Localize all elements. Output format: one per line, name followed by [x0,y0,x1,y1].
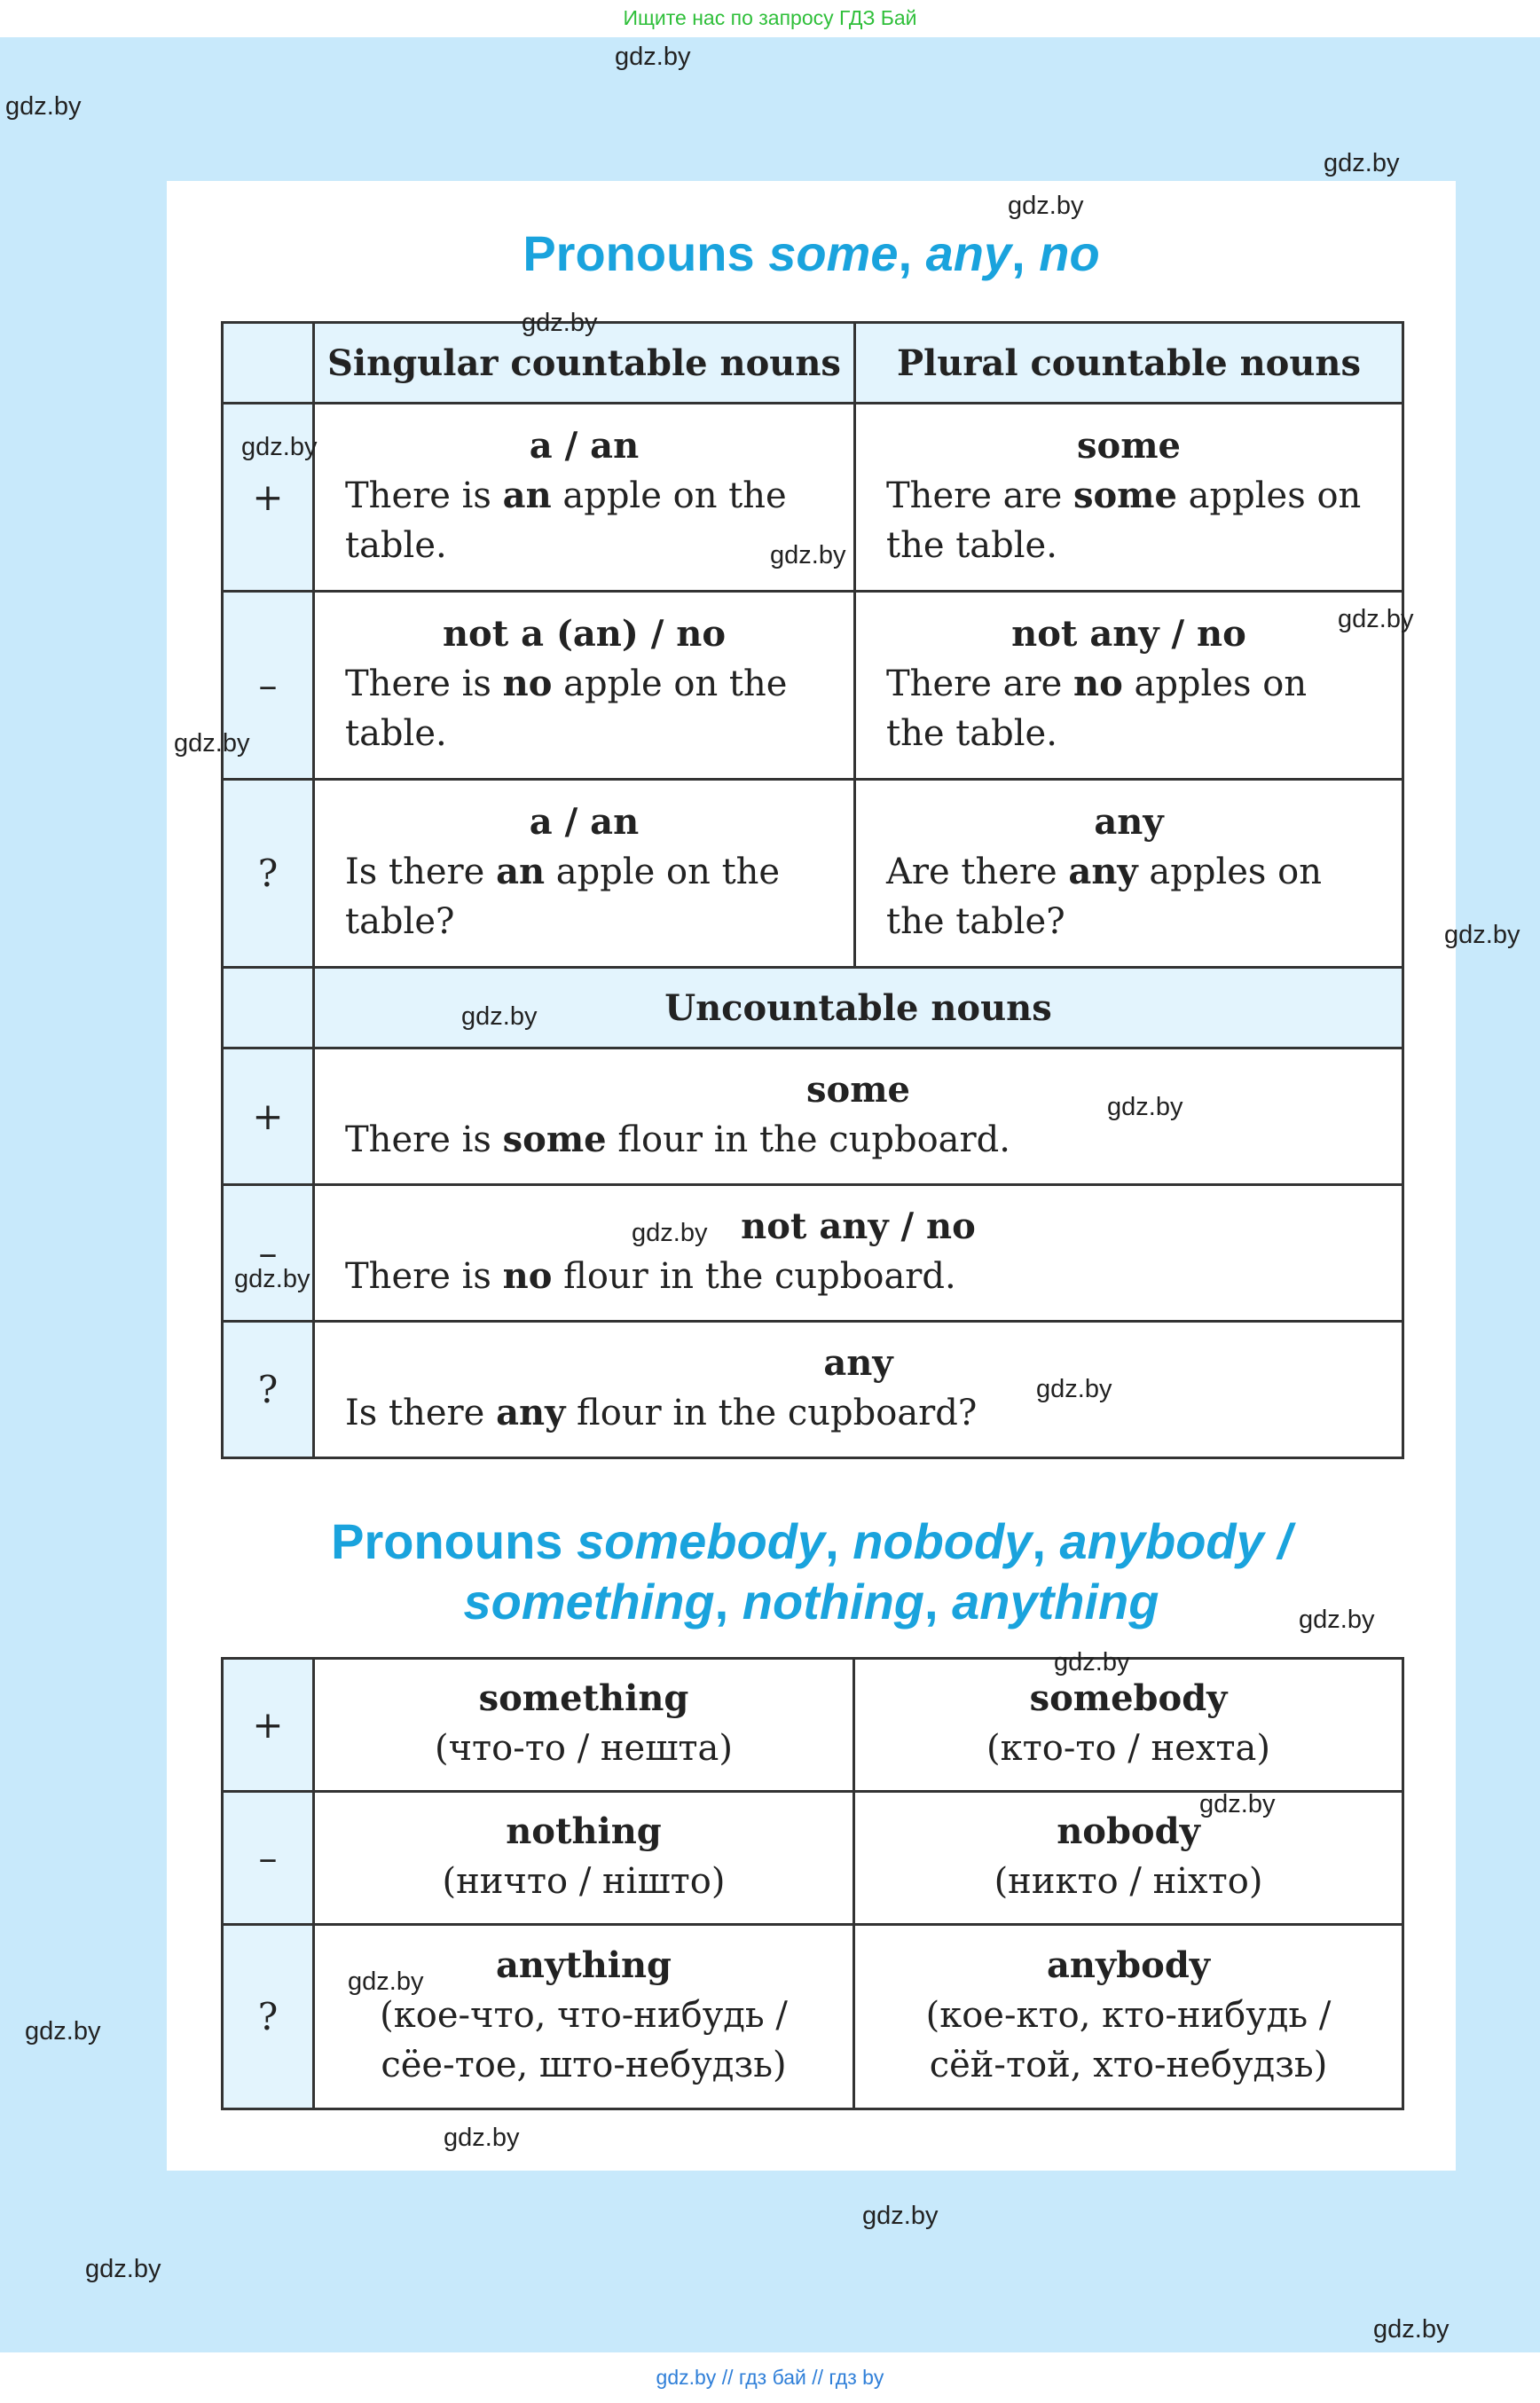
textbook-page [167,181,1456,2171]
watermark-label: gdz.by [632,1219,708,1247]
watermark-label: gdz.by [1107,1093,1183,1121]
table-row [223,1925,1403,2109]
nothing-cell: nothing (ничто / нішто) [314,1792,854,1925]
table-row [223,1048,1403,1185]
singular-cell: not a (an) / no There is no apple on the table. [314,592,855,780]
table-row [223,1659,1403,1792]
uncountable-header: Uncountable nouns [314,968,1403,1048]
watermark-label: gdz.by [1054,1648,1130,1677]
plural-cell: some There are some apples on the table. [855,404,1403,592]
sign-minus: – [223,1185,314,1322]
watermark-label: gdz.by [1199,1790,1276,1818]
sign-question: ? [223,1322,314,1458]
table-row [223,780,1403,968]
watermark-label: gdz.by [5,92,82,121]
sign-minus: – [223,592,314,780]
singular-header: Singular countable nouns [314,323,855,404]
watermark-label: gdz.by [862,2202,939,2230]
anything-cell: anything (кое-что, что-нибудь / сёе-тое, што-небудзь) [314,1925,854,2109]
watermark-label: gdz.by [1373,2315,1450,2344]
plural-cell: any Are there any apples on the table? [855,780,1403,968]
anybody-cell: anybody (кое-кто, кто-нибудь / сёй-той, хто-небудзь) [854,1925,1403,2109]
watermark-label: gdz.by [174,729,250,758]
watermark-label: gdz.by [348,1967,424,1996]
singular-cell: a / an There is an apple on the table. [314,404,855,592]
some-any-no-table [221,321,1404,1459]
sign-plus: + [223,1659,314,1792]
table-row [223,592,1403,780]
watermark-label: gdz.by [1324,149,1400,177]
somebody-cell: somebody (кто-то / нехта) [854,1659,1403,1792]
uncountable-cell: not any / no There is no flour in the cupboard. [314,1185,1403,1322]
uncountable-cell: any Is there any flour in the cupboard? [314,1322,1403,1458]
table-row [223,1322,1403,1458]
header-blank-cell [223,968,314,1048]
watermark-label: gdz.by [85,2255,161,2283]
watermark-label: gdz.by [444,2124,520,2152]
watermark-label: gdz.by [234,1265,310,1293]
indefinite-pronouns-table [221,1657,1404,2110]
sign-question: ? [223,1925,314,2109]
something-cell: something (что-то / нешта) [314,1659,854,1792]
sign-plus: + [223,1048,314,1185]
singular-cell: a / an Is there an apple on the table? [314,780,855,968]
watermark-label: gdz.by [241,433,318,461]
watermark-label: gdz.by [461,1002,538,1031]
table-row [223,1185,1403,1322]
section-title-2: Pronouns somebody, nobody, anybody / something, nothing, anything [331,1513,1292,1629]
top-banner[interactable]: Ищите нас по запросу ГДЗ Бай [623,6,917,29]
bottom-banner[interactable]: gdz.by // гдз бай // гдз by [656,2366,884,2389]
watermark-label: gdz.by [1299,1606,1375,1634]
sign-question: ? [223,780,314,968]
watermark-label: gdz.by [1444,921,1520,949]
watermark-label: gdz.by [25,2017,101,2046]
section-title-1: Pronouns some, any, no [522,225,1100,281]
watermark-label: gdz.by [1338,605,1414,633]
nobody-cell: nobody (никто / ніхто) [854,1792,1403,1925]
sign-minus: – [223,1792,314,1925]
sign-plus: + [223,404,314,592]
watermark-label: gdz.by [770,541,846,569]
watermark-label: gdz.by [1008,192,1084,220]
uncountable-cell: some There is some flour in the cupboard. [314,1048,1403,1185]
plural-header: Plural countable nouns [855,323,1403,404]
plural-cell: not any / no There are no apples on the table. [855,592,1403,780]
watermark-label: gdz.by [1036,1375,1112,1403]
header-blank-cell [223,323,314,404]
watermark-label: gdz.by [615,43,691,71]
watermark-label: gdz.by [522,309,598,337]
